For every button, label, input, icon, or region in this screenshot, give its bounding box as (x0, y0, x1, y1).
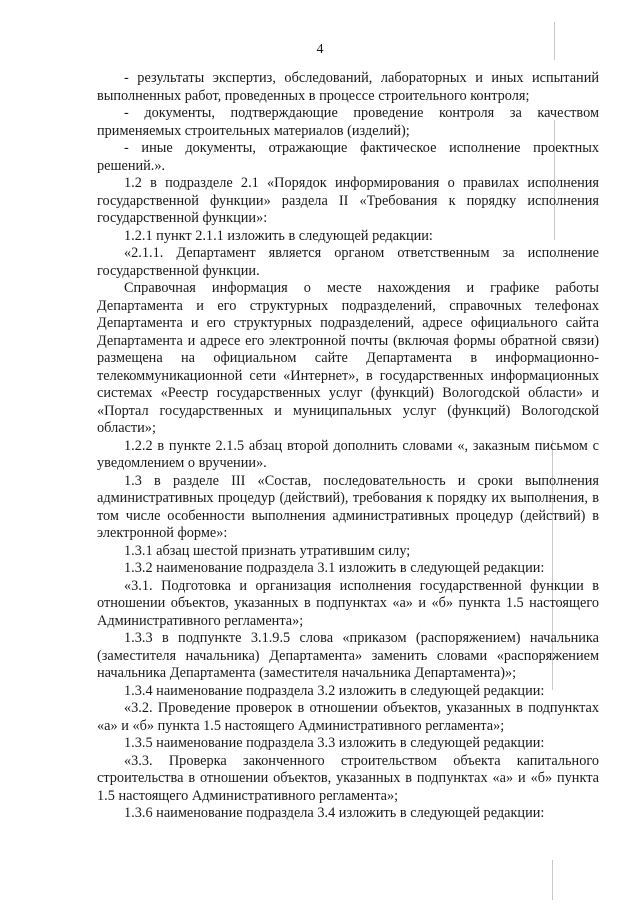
paragraph: «3.2. Проведение проверок в отношении объектов, указанных в подпунктах «а» и «б» пункта 1.5 настоящего Административного регламента»; (97, 700, 599, 734)
document-body (97, 70, 599, 823)
paragraph: 1.3.4 наименование подраздела 3.2 изложить в следующей редакции: (124, 682, 545, 699)
paragraph: - иные документы, отражающие фактическое исполнение проектных решений.». (97, 140, 599, 174)
paragraph: «3.1. Подготовка и организация исполнения государственной функции в отношении объектов, указанных в подпунктах «а» и «б» пункта 1.5 настоящего Административного регламента»; (97, 577, 599, 629)
paragraph: Справочная информация о месте нахождения и графике работы Департамента и его структурных подразделений, справочных телефонах Департамента и его структурных подразделений, адресе официального сайта Департамента и адресе его электронной почты (включая формы обратной связи) размещена на официальном сайте Департамента в информационно-телекоммуникационной сети «Интернет», в государственных информационных системах «Реестр государственных услуг (функций) Вологодской области» и «Портал государственных и муниципальных услуг (функций) Вологодской области»; (97, 280, 599, 436)
paragraph: - результаты экспертиз, обследований, лабораторных и иных испытаний выполненных работ, проведенных в процессе строительного контроля; (97, 70, 599, 104)
paragraph: 1.2 в подразделе 2.1 «Порядок информирования о правилах исполнения государственной функции» раздела II «Требования к порядку исполнения государственной функции»: (97, 175, 599, 226)
page-number: 4 (316, 42, 324, 57)
paragraph: 1.3.2 наименование подраздела 3.1 изложить в следующей редакции: (124, 560, 545, 576)
paragraph: 1.3.6 наименование подраздела 3.4 изложить в следующей редакции: (124, 805, 545, 821)
scan-artifact-line (554, 22, 555, 60)
scan-artifact-line (552, 860, 553, 900)
paragraph: 1.2.2 в пункте 2.1.5 абзац второй дополнить словами «, заказным письмом с уведомлением о вручении». (97, 437, 599, 471)
paragraph: «2.1.1. Департамент является органом ответственным за исполнение государственной функции. (97, 245, 599, 279)
paragraph: 1.3.5 наименование подраздела 3.3 изложить в следующей редакции: (124, 735, 545, 751)
paragraph: - документы, подтверждающие проведение контроля за качеством применяемых строительных материалов (изделий); (97, 105, 599, 139)
paragraph: «3.3. Проверка законченного строительством объекта капитального строительства в отношении объектов, указанных в подпунктах «а» и «б» пункта 1.5 настоящего Административного регламента»; (97, 752, 599, 804)
paragraph: 1.3 в разделе III «Состав, последовательность и сроки выполнения административных процедур (действий), требования к порядку их выполнения, в том числе особенности выполнения административных процедур (действий) в электронной форме»: (97, 472, 599, 541)
paragraph: 1.3.3 в подпункте 3.1.9.5 слова «приказом (распоряжением) начальника (заместителя начальника) Департамента» заменить словами «распоряжением начальника Департамента (заместителя начальника Департамента)»; (97, 630, 599, 681)
paragraph: 1.3.1 абзац шестой признать утратившим силу; (124, 542, 411, 559)
paragraph: 1.2.1 пункт 2.1.1 изложить в следующей редакции: (124, 227, 433, 244)
